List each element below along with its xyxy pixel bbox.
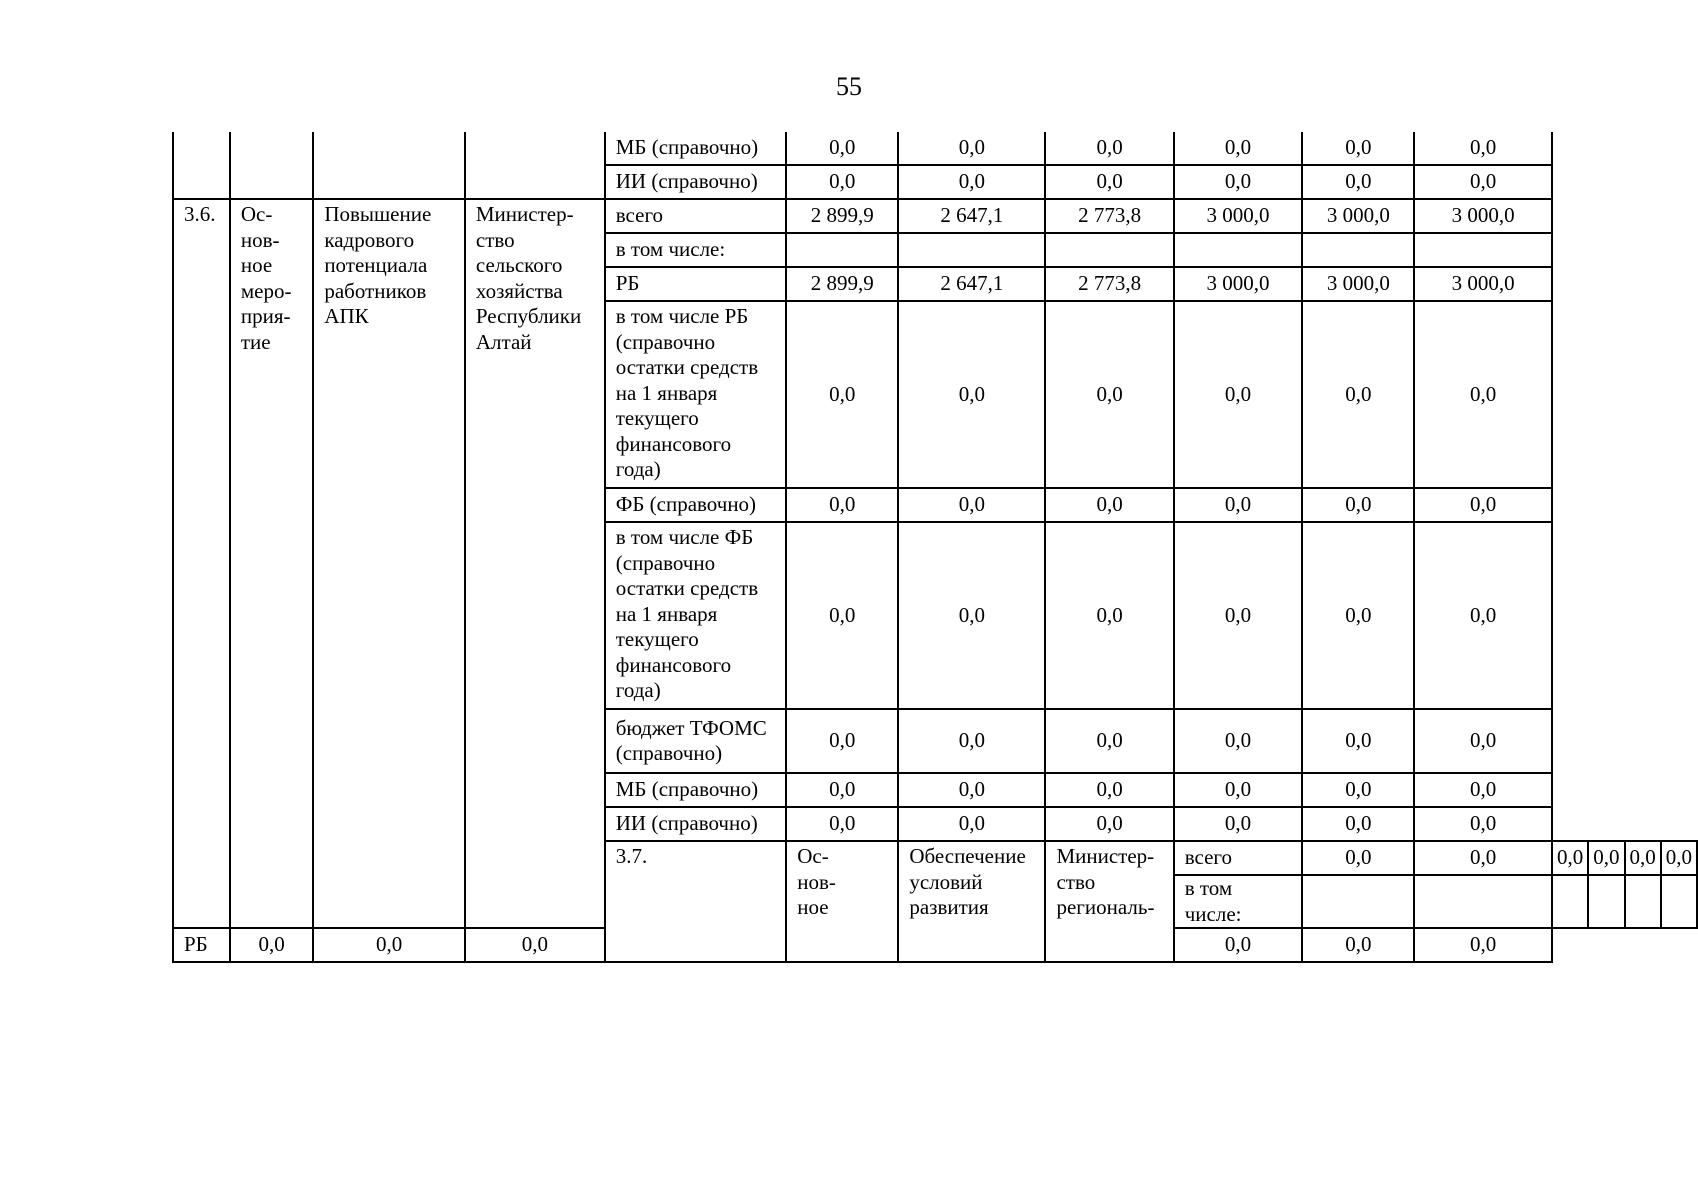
value-cell: 0,0 [1625, 841, 1661, 875]
value-cell: 0,0 [898, 165, 1045, 199]
funding-source: РБ [173, 928, 230, 962]
value-cell [1174, 233, 1303, 267]
value-cell: 0,0 [1414, 301, 1552, 488]
funding-source: в том числе: [605, 233, 786, 267]
value-cell: 3 000,0 [1414, 199, 1552, 233]
funding-source: всего [1174, 841, 1303, 875]
value-cell: 0,0 [465, 928, 605, 962]
value-cell [1625, 875, 1661, 928]
funding-source: ИИ (справочно) [605, 165, 786, 199]
value-cell [1588, 875, 1624, 928]
value-cell: 0,0 [898, 522, 1045, 709]
budget-table [172, 132, 1698, 963]
value-cell: 2 647,1 [898, 199, 1045, 233]
value-cell: 0,0 [1414, 709, 1552, 773]
value-cell: 0,0 [1045, 132, 1173, 165]
value-cell: 3 000,0 [1174, 267, 1303, 301]
funding-source: в том числе: [1174, 875, 1303, 928]
value-cell: 0,0 [1045, 807, 1173, 841]
value-cell: 0,0 [1174, 132, 1303, 165]
value-cell: 0,0 [786, 165, 898, 199]
value-cell [1552, 875, 1588, 928]
value-cell: 0,0 [1174, 165, 1303, 199]
value-cell: 0,0 [786, 488, 898, 522]
value-cell [1414, 875, 1552, 928]
funding-source: бюджет ТФОМС (справочно) [605, 709, 786, 773]
funding-source: ФБ (справочно) [605, 488, 786, 522]
value-cell: 0,0 [786, 522, 898, 709]
value-cell [898, 233, 1045, 267]
measure-executor: Министер- ство сельского хозяйства Республики Алтай [465, 199, 605, 928]
value-cell: 0,0 [1174, 928, 1303, 962]
value-cell: 0,0 [1302, 928, 1414, 962]
value-cell: 0,0 [1414, 773, 1552, 807]
value-cell: 0,0 [1045, 773, 1173, 807]
value-cell [1414, 233, 1552, 267]
measure-number: 3.6. [173, 199, 230, 928]
value-cell: 0,0 [898, 132, 1045, 165]
value-cell: 0,0 [1045, 709, 1173, 773]
value-cell: 0,0 [898, 773, 1045, 807]
measure-name: Обеспечение условий развития [898, 841, 1045, 962]
value-cell: 0,0 [1302, 301, 1414, 488]
value-cell: 0,0 [898, 709, 1045, 773]
value-cell: 2 899,9 [786, 267, 898, 301]
value-cell: 0,0 [1302, 132, 1414, 165]
value-cell: 0,0 [898, 488, 1045, 522]
value-cell: 0,0 [1302, 488, 1414, 522]
value-cell: 0,0 [898, 301, 1045, 488]
measure-name: Повышение кадрового потенциала работников АПК [313, 199, 465, 928]
funding-source: в том числе ФБ (справочно остатки средств на 1 января текущего финансового года) [605, 522, 786, 709]
value-cell: 3 000,0 [1302, 199, 1414, 233]
funding-source: всего [605, 199, 786, 233]
measure-executor: Министер- ство региональ- [1045, 841, 1173, 962]
empty-executor-cell [465, 132, 605, 199]
value-cell: 2 647,1 [898, 267, 1045, 301]
value-cell: 2 773,8 [1045, 267, 1173, 301]
funding-source: МБ (справочно) [605, 773, 786, 807]
value-cell: 0,0 [786, 773, 898, 807]
funding-source: РБ [605, 267, 786, 301]
value-cell: 0,0 [1302, 841, 1414, 875]
value-cell: 3 000,0 [1302, 267, 1414, 301]
value-cell: 0,0 [1174, 773, 1303, 807]
value-cell [1045, 233, 1173, 267]
funding-source: ИИ (справочно) [605, 807, 786, 841]
measure-number: 3.7. [605, 841, 786, 962]
value-cell: 0,0 [898, 807, 1045, 841]
value-cell: 0,0 [1174, 522, 1303, 709]
value-cell [1661, 875, 1697, 928]
value-cell [786, 233, 898, 267]
value-cell: 0,0 [1174, 301, 1303, 488]
value-cell: 0,0 [1302, 807, 1414, 841]
value-cell: 0,0 [786, 301, 898, 488]
value-cell: 0,0 [1302, 709, 1414, 773]
value-cell: 0,0 [1414, 522, 1552, 709]
empty-name-cell [313, 132, 465, 199]
value-cell: 0,0 [786, 807, 898, 841]
value-cell: 0,0 [1174, 488, 1303, 522]
value-cell: 0,0 [1588, 841, 1624, 875]
value-cell: 0,0 [1414, 841, 1552, 875]
value-cell: 0,0 [1414, 132, 1552, 165]
measure-type: Ос- нов- ное [786, 841, 898, 962]
value-cell [1302, 233, 1414, 267]
value-cell: 0,0 [313, 928, 465, 962]
measure-type: Ос- нов- ное меро- прия- тие [230, 199, 313, 928]
value-cell: 0,0 [786, 709, 898, 773]
value-cell: 0,0 [1045, 165, 1173, 199]
value-cell: 0,0 [1174, 807, 1303, 841]
value-cell: 0,0 [1045, 301, 1173, 488]
value-cell: 0,0 [1045, 522, 1173, 709]
value-cell: 0,0 [1414, 807, 1552, 841]
value-cell: 0,0 [1414, 488, 1552, 522]
table-row [173, 132, 1697, 165]
value-cell: 0,0 [1552, 841, 1588, 875]
value-cell: 0,0 [1302, 522, 1414, 709]
value-cell [1302, 875, 1414, 928]
funding-source: в том числе РБ (справочно остатки средств на 1 января текущего финансового года) [605, 301, 786, 488]
value-cell: 0,0 [1414, 928, 1552, 962]
value-cell: 0,0 [1045, 488, 1173, 522]
value-cell: 0,0 [786, 132, 898, 165]
empty-type-cell [230, 132, 313, 199]
empty-number-cell [173, 132, 230, 199]
table-row [173, 199, 1697, 233]
value-cell: 0,0 [1414, 165, 1552, 199]
value-cell: 0,0 [230, 928, 313, 962]
value-cell: 0,0 [1661, 841, 1697, 875]
value-cell: 3 000,0 [1174, 199, 1303, 233]
funding-source: МБ (справочно) [605, 132, 786, 165]
value-cell: 0,0 [1174, 709, 1303, 773]
page-number: 55 [836, 72, 862, 101]
value-cell: 3 000,0 [1414, 267, 1552, 301]
value-cell: 0,0 [1302, 773, 1414, 807]
value-cell: 0,0 [1302, 165, 1414, 199]
value-cell: 2 773,8 [1045, 199, 1173, 233]
value-cell: 2 899,9 [786, 199, 898, 233]
